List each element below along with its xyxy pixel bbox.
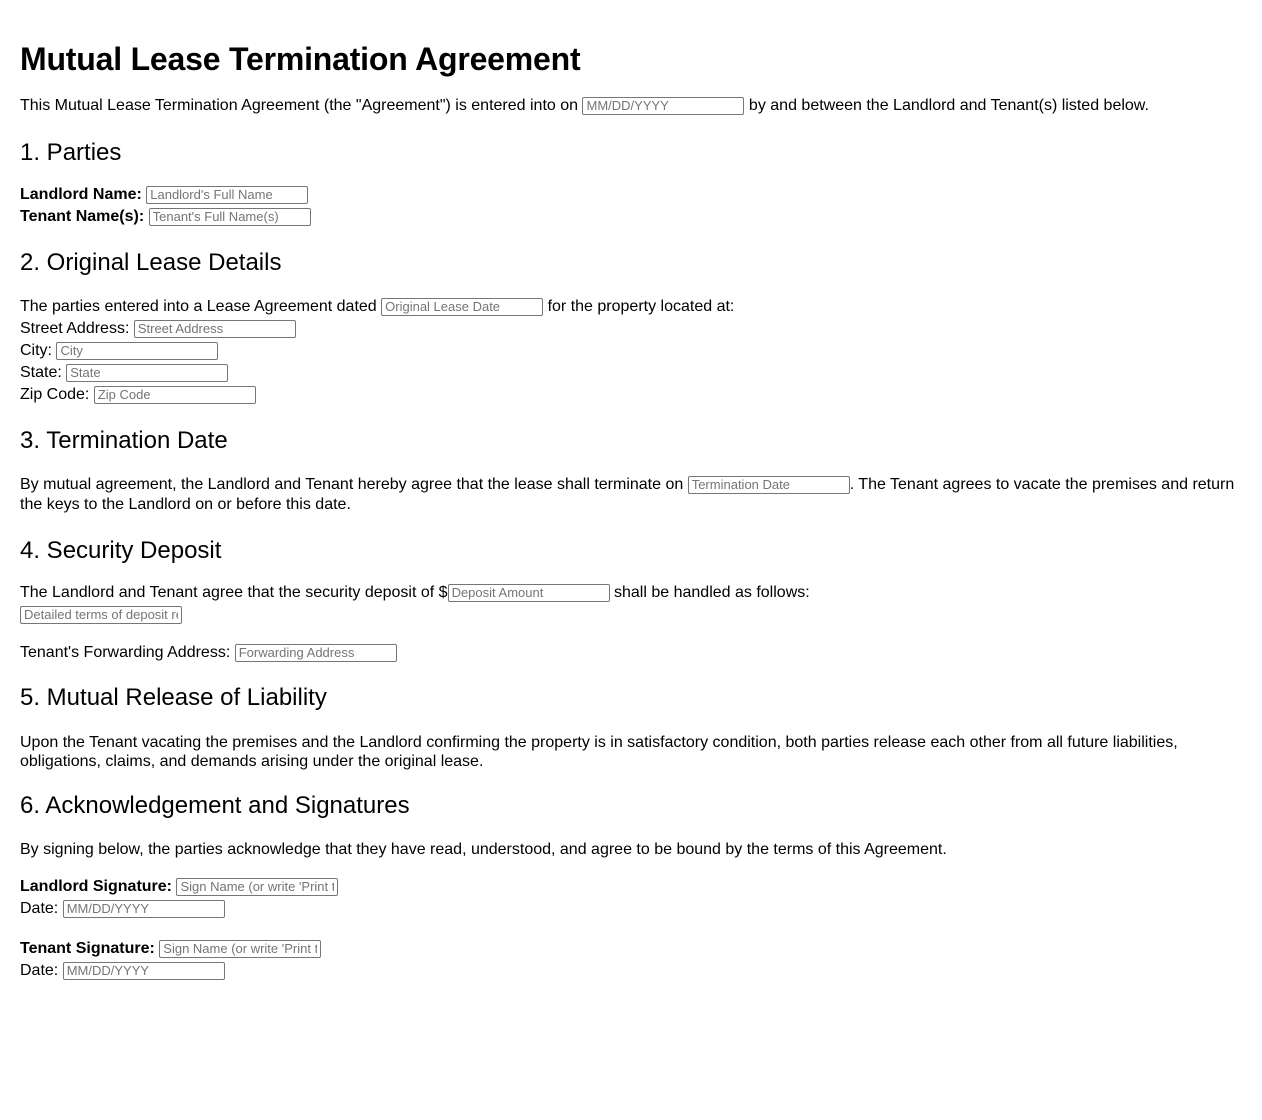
tenant-name-row <box>20 206 1242 228</box>
landlord-date-field[interactable] <box>63 900 225 918</box>
landlord-date-label: Date: <box>20 900 59 917</box>
lease-fields <box>20 296 1242 406</box>
landlord-name-row <box>20 184 1242 206</box>
intro-text-after: by and between the Landlord and Tenant(s) listed below. <box>744 97 1149 114</box>
state-field[interactable] <box>66 364 228 382</box>
deposit-amount-field[interactable] <box>448 584 610 602</box>
deposit-terms-row <box>20 605 1242 625</box>
termination-date-field[interactable] <box>688 476 850 494</box>
release-paragraph: Upon the Tenant vacating the premises and the Landlord confirming the property is in satisfactory condition, both parties release each other from all future liabilities, obligations, claims, and demands arising under the original lease. <box>20 734 1178 770</box>
lease-date-row <box>20 296 1242 318</box>
original-lease-date-field[interactable] <box>381 298 543 316</box>
deposit-text-after: shall be handled as follows: <box>609 584 810 601</box>
section-heading-deposit: 4. Security Deposit <box>20 537 222 564</box>
page-title: Mutual Lease Termination Agreement <box>20 41 581 77</box>
landlord-name-field[interactable] <box>146 186 308 204</box>
state-label: State: <box>20 364 62 381</box>
section-heading-lease: 2. Original Lease Details <box>20 249 282 276</box>
forwarding-address-field[interactable] <box>235 644 397 662</box>
zip-code-field[interactable] <box>94 386 256 404</box>
state-row <box>20 362 1242 384</box>
lease-text-before: The parties entered into a Lease Agreement dated <box>20 298 382 315</box>
landlord-name-label: Landlord Name: <box>20 186 142 203</box>
tenant-signature-label: Tenant Signature: <box>20 940 155 957</box>
tenant-name-label: Tenant Name(s): <box>20 208 145 225</box>
tenant-signature-row <box>20 938 1242 960</box>
acknowledgement-paragraph: By signing below, the parties acknowledge that they have read, understood, and agree to be bound by the terms of this Agreement. <box>20 841 947 858</box>
city-row <box>20 340 1242 362</box>
deposit-fields <box>20 583 1242 663</box>
street-address-field[interactable] <box>134 320 296 338</box>
city-field[interactable] <box>56 342 218 360</box>
tenant-signature-field[interactable] <box>159 940 321 958</box>
tenant-signature-block <box>20 938 1242 982</box>
landlord-signature-block <box>20 876 1242 920</box>
section-heading-termination: 3. Termination Date <box>20 427 228 454</box>
termination-text-before: By mutual agreement, the Landlord and Tenant hereby agree that the lease shall terminate on <box>20 476 688 493</box>
lease-text-after: for the property located at: <box>543 298 735 315</box>
section-heading-signatures: 6. Acknowledgement and Signatures <box>20 792 410 819</box>
termination-text-after: . The Tenant agrees to vacate the premises and return the keys to the Landlord on or before this date. <box>20 476 1235 513</box>
zip-row <box>20 384 1242 406</box>
deposit-terms-field[interactable] <box>20 606 182 624</box>
section-heading-parties: 1. Parties <box>20 139 122 166</box>
forwarding-address-label: Tenant's Forwarding Address: <box>20 644 231 661</box>
tenant-date-label: Date: <box>20 962 59 979</box>
deposit-text-before: The Landlord and Tenant agree that the security deposit of $ <box>20 584 448 601</box>
section-heading-release: 5. Mutual Release of Liability <box>20 684 327 711</box>
landlord-signature-label: Landlord Signature: <box>20 878 172 895</box>
street-label: Street Address: <box>20 320 130 337</box>
forwarding-address-row <box>20 643 1242 663</box>
deposit-amount-row <box>20 583 1242 603</box>
tenant-date-row <box>20 960 1242 982</box>
landlord-date-row <box>20 898 1242 920</box>
intro-paragraph <box>20 96 1242 116</box>
street-row <box>20 318 1242 340</box>
intro-text-before: This Mutual Lease Termination Agreement (the "Agreement") is entered into on <box>20 97 583 114</box>
agreement-date-field[interactable] <box>582 97 744 115</box>
tenant-name-field[interactable] <box>149 208 311 226</box>
city-label: City: <box>20 342 52 359</box>
termination-paragraph <box>20 475 1242 515</box>
landlord-signature-field[interactable] <box>176 878 338 896</box>
tenant-date-field[interactable] <box>63 962 225 980</box>
parties-fields <box>20 184 1242 228</box>
zip-label: Zip Code: <box>20 386 90 403</box>
landlord-signature-row <box>20 876 1242 898</box>
